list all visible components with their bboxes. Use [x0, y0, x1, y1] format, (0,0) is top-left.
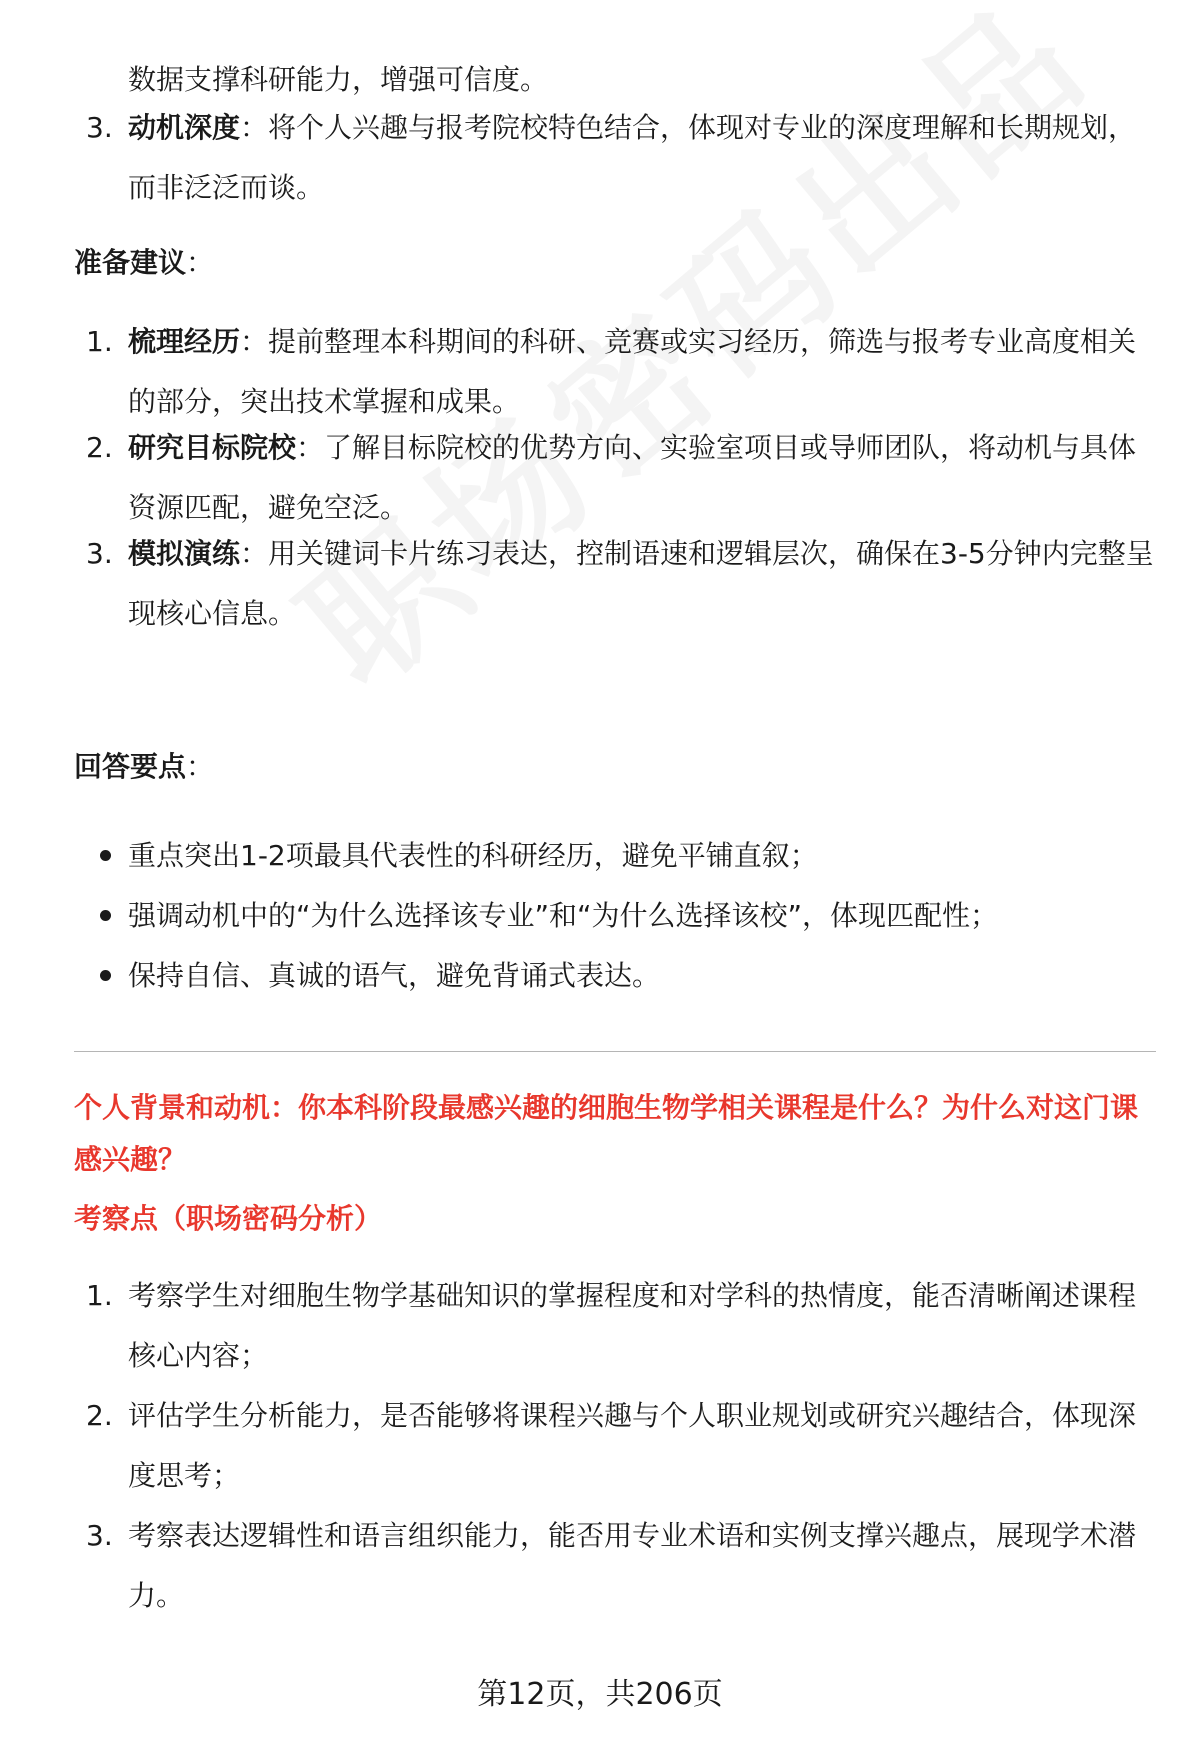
item-text: 评估学生分析能力，是否能够将课程兴趣与个人职业规划或研究兴趣结合，体现深度思考； [128, 1399, 1137, 1492]
bullet-dot [100, 970, 111, 981]
item-text: ：提前整理本科期间的科研、竞赛或实习经历，筛选与报考专业高度相关的部分，突出技术掌握和成果。 [128, 325, 1137, 418]
list-number: 2. [86, 1399, 113, 1432]
heading-colon: ： [186, 246, 215, 279]
list-number: 3. [86, 111, 113, 144]
section-divider [74, 1051, 1156, 1052]
heading-text: 准备建议 [74, 246, 187, 279]
list-number: 1. [86, 325, 113, 358]
section-heading-answer [74, 742, 214, 792]
item-key: 研究目标院校 [128, 431, 297, 464]
bullet-dot [100, 910, 111, 921]
item-key: 模拟演练 [128, 537, 241, 570]
heading-colon: ： [186, 750, 215, 783]
list-item [74, 1266, 1154, 1386]
list-item [74, 1386, 1154, 1506]
bullet-item [74, 946, 1154, 1006]
list-item [74, 312, 1154, 432]
section-heading-prep [74, 238, 214, 288]
item-text: ：将个人兴趣与报考院校特色结合，体现对专业的深度理解和长期规划，而非泛泛而谈。 [128, 111, 1137, 204]
list-item [74, 1506, 1154, 1626]
question-heading: 个人背景和动机：你本科阶段最感兴趣的细胞生物学相关课程是什么？为什么对这门课感兴趣？ [74, 1091, 1139, 1176]
list-number: 1. [86, 1279, 113, 1312]
item-text: ：用关键词卡片练习表达，控制语速和逻辑层次，确保在3-5分钟内完整呈现核心信息。 [128, 537, 1154, 630]
list-item [74, 98, 1154, 218]
bullet-text: 重点突出1-2项最具代表性的科研经历，避免平铺直叙； [128, 839, 818, 872]
continued-text: 数据支撑科研能力，增强可信度。 [128, 63, 549, 96]
list-item [74, 524, 1154, 644]
item-key: 动机深度 [128, 111, 241, 144]
item-key: 梳理经历 [128, 325, 241, 358]
bullet-item [74, 826, 1154, 886]
list-number: 2. [86, 431, 113, 464]
bullet-item [74, 886, 1154, 946]
bullet-dot [100, 850, 111, 861]
item-text: 考察表达逻辑性和语言组织能力，能否用专业术语和实例支撑兴趣点，展现学术潜力。 [128, 1519, 1137, 1612]
bullet-text: 强调动机中的“为什么选择该专业”和“为什么选择该校”，体现匹配性； [128, 899, 999, 932]
page-number: 第12页，共206页 [477, 1677, 723, 1712]
heading-text: 回答要点 [74, 750, 187, 783]
item-text: 考察学生对细胞生物学基础知识的掌握程度和对学科的热情度，能否清晰阐述课程核心内容； [128, 1279, 1137, 1372]
item-text: ：了解目标院校的优势方向、实验室项目或导师团队，将动机与具体资源匹配，避免空泛。 [128, 431, 1137, 524]
analysis-heading: 考察点（职场密码分析） [74, 1202, 383, 1235]
list-number: 3. [86, 537, 113, 570]
list-item [74, 418, 1154, 538]
bullet-text: 保持自信、真诚的语气，避免背诵式表达。 [128, 959, 661, 992]
list-number: 3. [86, 1519, 113, 1552]
